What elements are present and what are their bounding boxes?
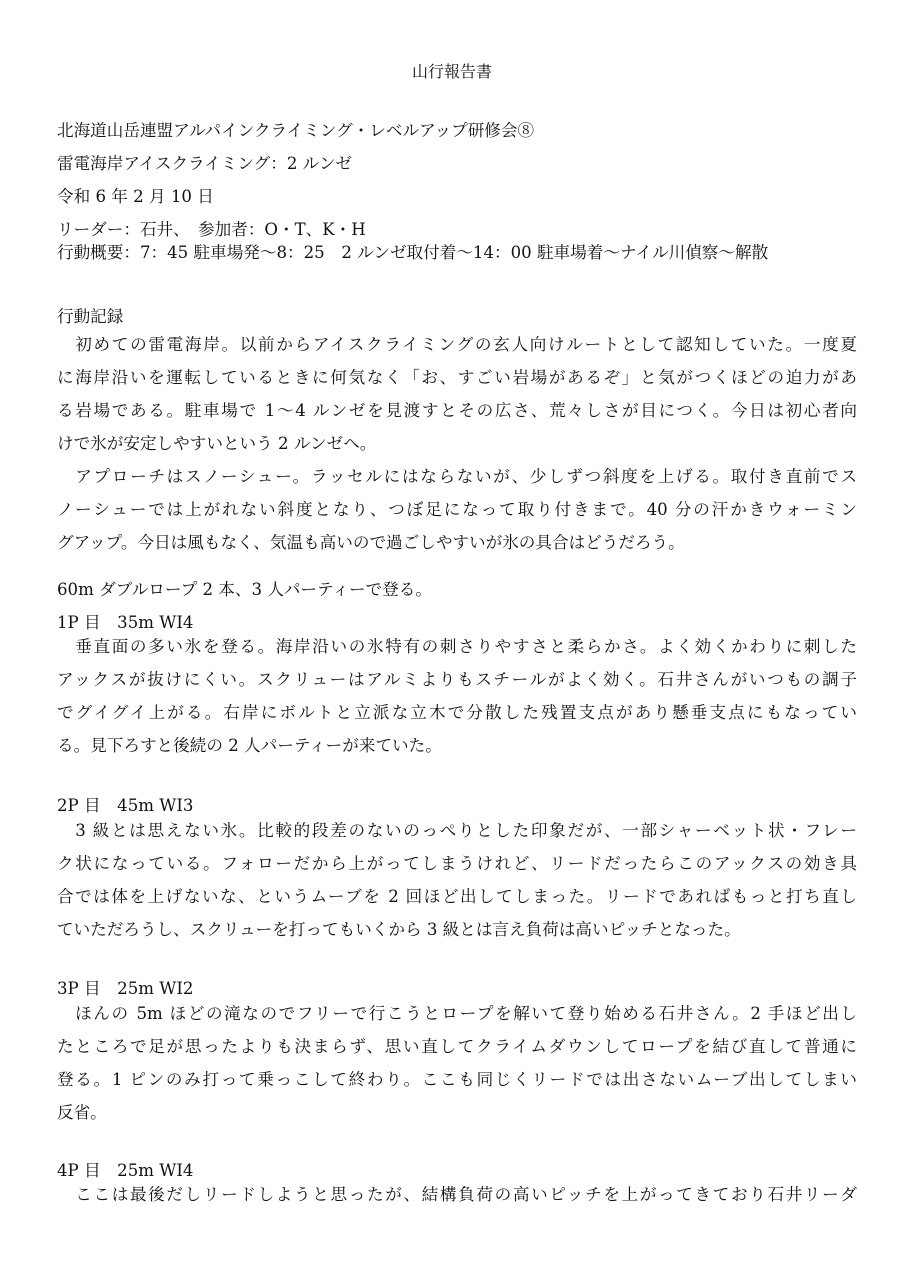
text-line: ク状になっている。フォローだから上がってしまうけれど、リードだったらこのアックスの効き具 [57,854,857,873]
text-line: 初めての雷電海岸。以前からアイスクライミングの玄人向けルートとして認知していた。一度夏 [57,335,857,354]
text-line: たところで足が思ったよりも決まらず、思い直してクライムダウンしてロープを結び直して普通に [57,1037,857,1056]
record-paragraph-1 [57,328,857,460]
text-line: る。見下ろすと後続の 2 人パーティーが来ていた。 [57,736,442,755]
document-title: 山行報告書 [411,62,492,81]
pitch-4-heading: 4P 目 25m WI4 [57,1161,194,1180]
pitch-3-text [57,997,857,1129]
members: リーダー：石井、 参加者：O・T、K・H [57,220,366,239]
text-line: アックスが抜けにくい。スクリューはアルミよりもスチールがよく効く。石井さんがいつもの調子 [57,670,857,689]
text-line: 反省。 [57,1103,107,1122]
text-line: ノーシューでは上がれない斜度となり、つぼ足になって取り付きまで。40 分の汗かきウォーミン [57,500,857,519]
text-line: る岩場である。駐車場で 1～4 ルンゼを見渡すとその広さ、荒々しさが目につく。今日は初心者向 [57,401,857,420]
text-line: ここは最後だしリードしようと思ったが、結構負荷の高いピッチを上がってきており石井リーダ [57,1185,857,1204]
text-line: に海岸沿いを運転しているときに何気なく「お、すごい岩場があるぞ」と気がつくほどの迫力があ [57,368,857,387]
record-paragraph-2 [57,460,857,559]
text-line: でグイグイ上がる。右岸にボルトと立派な立木で分散した残置支点があり懸垂支点にもなってい [57,703,857,722]
event-name: 北海道山岳連盟アルパインクライミング・レベルアップ研修会⑧ [57,121,535,140]
rope-info: 60m ダブルロープ 2 本、3 人パーティーで登る。 [57,580,432,599]
date: 令和 6 年 2 月 10 日 [57,187,214,206]
text-line: 3 級とは思えない氷。比較的段差のないのっぺりとした印象だが、一部シャーベット状・フレー [57,821,857,840]
text-line: 合では体を上げないな、というムーブを 2 回ほど出してしまった。リードであればもっと打ち直し [57,887,857,906]
record-heading: 行動記録 [57,307,124,326]
text-line: ほんの 5m ほどの滝なのでフリーで行こうとロープを解いて登り始める石井さん。2 手ほど出し [57,1004,857,1023]
pitch-2-heading: 2P 目 45m WI3 [57,796,194,815]
pitch-2-text [57,814,857,946]
text-line: 登る。1 ピンのみ打って乗っこして終わり。ここも同じくリードでは出さないムーブ出してしまい [57,1070,857,1089]
text-line: ていただろうし、スクリューを打ってもいくから 3 級とは言え負荷は高いピッチとなった。 [57,920,741,939]
text-line: アプローチはスノーシュー。ラッセルにはならないが、少しずつ斜度を上げる。取付き直前でス [57,467,857,486]
text-line: グアップ。今日は風もなく、気温も高いので過ごしやすいが氷の具合はどうだろう。 [57,533,685,552]
action-summary: 行動概要：7：45 駐車場発～8：25 2 ルンゼ取付着～14：00 駐車場着～ナイル川偵察～解散 [57,243,769,262]
pitch-1-heading: 1P 目 35m WI4 [57,613,194,632]
pitch-4-text [57,1178,857,1211]
text-line: 垂直面の多い氷を登る。海岸沿いの氷特有の刺さりやすさと柔らかさ。よく効くかわりに刺した [57,637,857,656]
route-name: 雷電海岸アイスクライミング：2 ルンゼ [57,154,353,173]
text-line: けで氷が安定しやすいという 2 ルンゼへ。 [57,434,377,453]
pitch-3-heading: 3P 目 25m WI2 [57,979,194,998]
pitch-1-text [57,630,857,762]
